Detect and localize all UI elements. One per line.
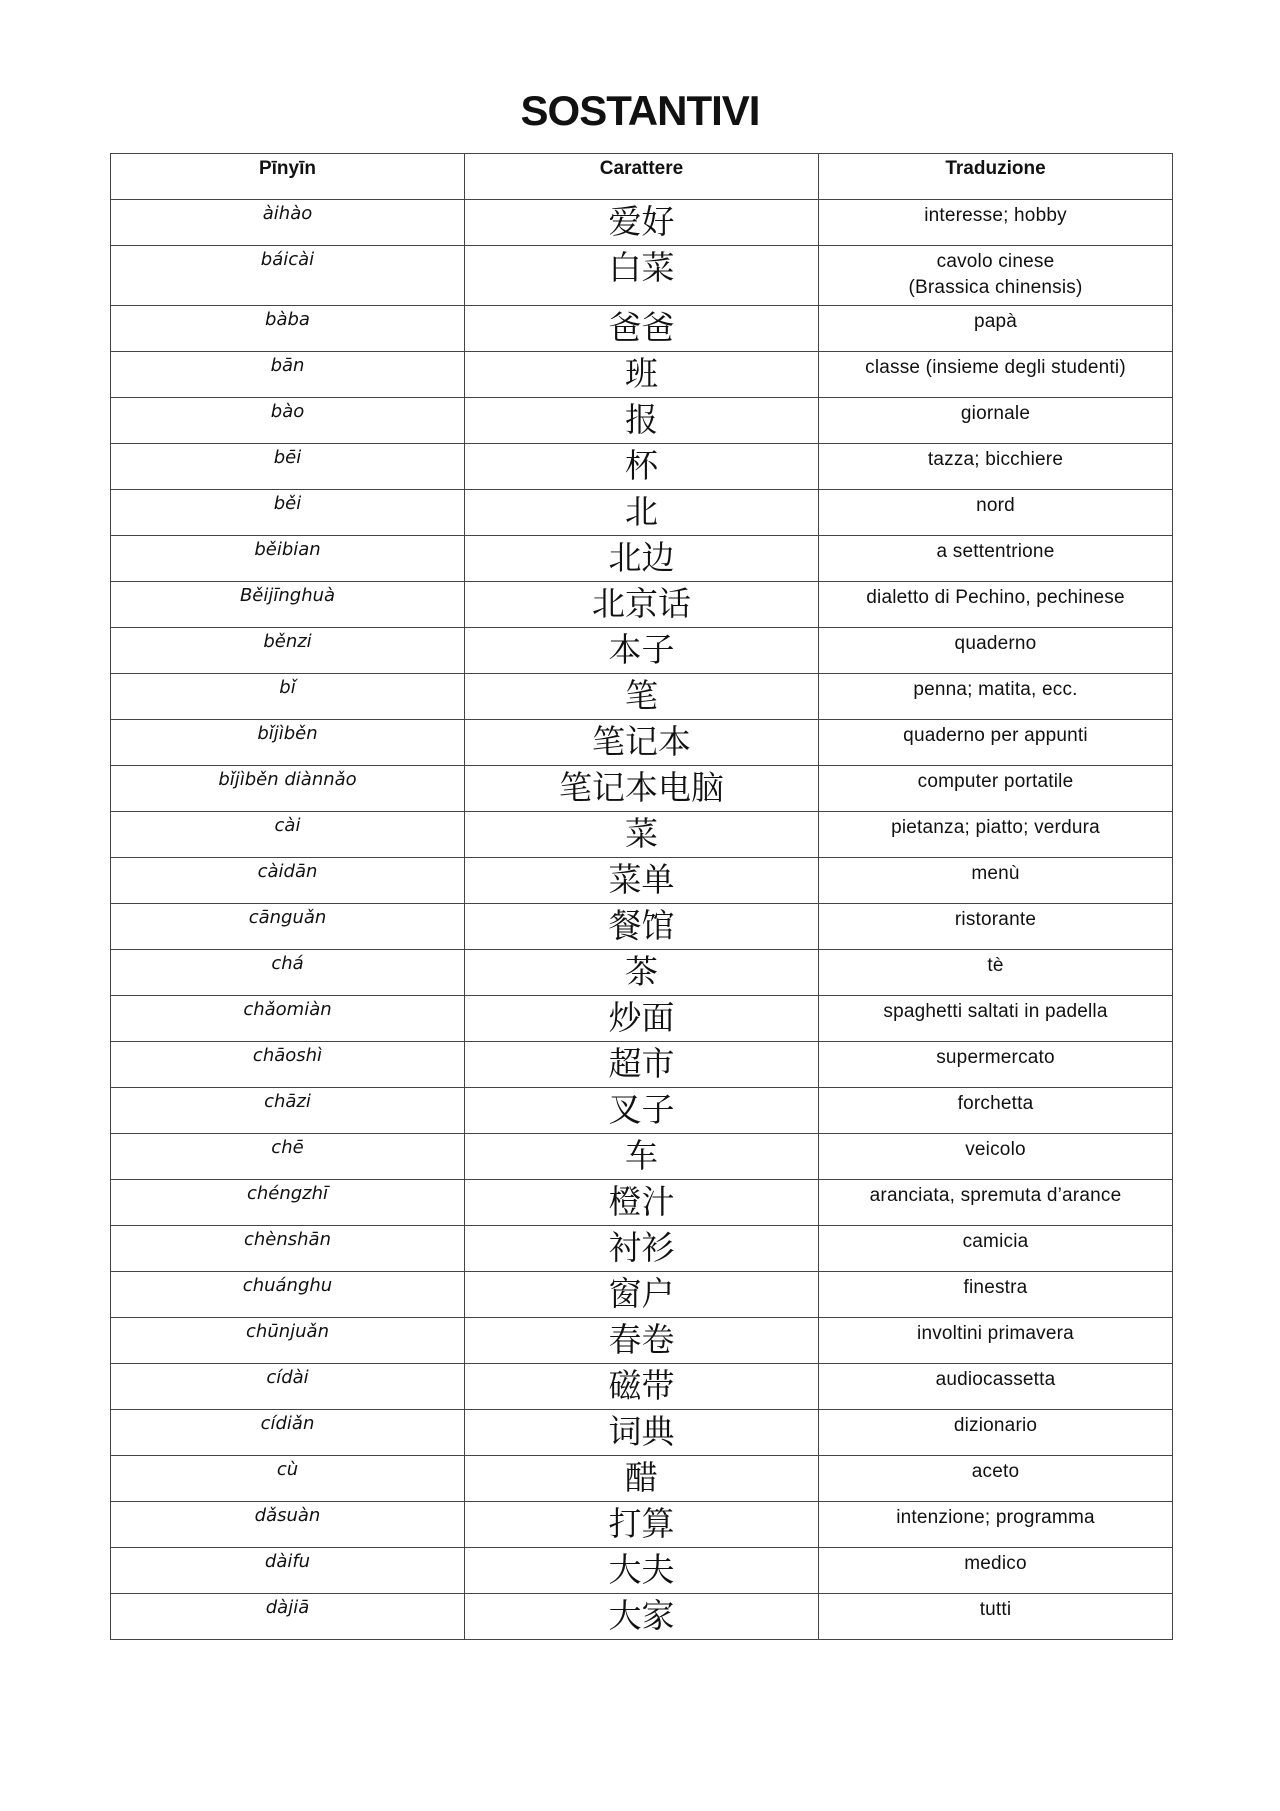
character-cell — [465, 1364, 819, 1410]
character-text: 北 — [625, 492, 658, 531]
pinyin-text: dàjiā — [265, 1597, 310, 1618]
table-row — [111, 352, 1173, 398]
pinyin-cell — [111, 306, 465, 352]
character-text: 班 — [625, 354, 658, 393]
character-cell — [465, 352, 819, 398]
table-row — [111, 858, 1173, 904]
pinyin-cell — [111, 1134, 465, 1180]
table-row — [111, 1180, 1173, 1226]
character-cell — [465, 1456, 819, 1502]
character-cell — [465, 1594, 819, 1640]
character-text: 磁带 — [608, 1366, 675, 1405]
translation-text: supermercato — [936, 1047, 1055, 1068]
translation-cell — [819, 628, 1173, 674]
translation-text: interesse; hobby — [924, 205, 1067, 226]
character-text: 菜单 — [608, 860, 675, 899]
pinyin-cell — [111, 1042, 465, 1088]
translation-text: audiocassetta — [935, 1369, 1056, 1390]
translation-cell — [819, 812, 1173, 858]
character-text: 春卷 — [608, 1320, 675, 1359]
header-row — [111, 154, 1173, 200]
translation-text: intenzione; programma — [896, 1507, 1095, 1528]
character-text: 叉子 — [608, 1090, 675, 1129]
pinyin-text: chē — [271, 1137, 304, 1158]
translation-cell — [819, 1134, 1173, 1180]
character-cell — [465, 950, 819, 996]
character-cell — [465, 674, 819, 720]
pinyin-text: chāzi — [264, 1091, 311, 1112]
table-body — [111, 200, 1173, 1640]
character-text: 本子 — [608, 630, 675, 669]
character-cell — [465, 766, 819, 812]
pinyin-text: chǎomiàn — [243, 999, 332, 1020]
pinyin-text: chuánghu — [242, 1275, 333, 1296]
translation-text: penna; matita, ecc. — [913, 679, 1078, 700]
character-cell — [465, 1042, 819, 1088]
pinyin-text: dǎsuàn — [254, 1505, 321, 1526]
translation-text: nord — [976, 495, 1015, 516]
character-cell — [465, 200, 819, 246]
character-text: 笔记本 — [592, 722, 691, 761]
table-row — [111, 536, 1173, 582]
translation-cell — [819, 200, 1173, 246]
character-text: 橙汁 — [608, 1182, 675, 1221]
translation-text: aceto — [971, 1461, 1020, 1482]
translation-cell — [819, 1180, 1173, 1226]
translation-cell — [819, 996, 1173, 1042]
translation-cell — [819, 246, 1173, 306]
pinyin-cell — [111, 246, 465, 306]
translation-text: spaghetti saltati in padella — [883, 1001, 1108, 1022]
character-cell — [465, 1180, 819, 1226]
table-row — [111, 1226, 1173, 1272]
pinyin-text: bǐ — [279, 677, 296, 698]
pinyin-text: bào — [270, 401, 305, 422]
character-cell — [465, 904, 819, 950]
pinyin-text: cídài — [266, 1367, 309, 1388]
table-row — [111, 674, 1173, 720]
pinyin-text: chá — [271, 953, 304, 974]
pinyin-cell — [111, 1180, 465, 1226]
translation-text: giornale — [960, 403, 1031, 424]
table-row — [111, 398, 1173, 444]
translation-cell — [819, 1456, 1173, 1502]
character-text: 菜 — [625, 814, 658, 853]
character-cell — [465, 1134, 819, 1180]
pinyin-cell — [111, 1410, 465, 1456]
translation-cell — [819, 306, 1173, 352]
table-row — [111, 1134, 1173, 1180]
translation-cell — [819, 1594, 1173, 1640]
pinyin-text: bǐjìběn diànnǎo — [218, 769, 357, 790]
table-row — [111, 246, 1173, 306]
pinyin-cell — [111, 444, 465, 490]
character-text: 炒面 — [608, 998, 675, 1037]
table-row — [111, 1364, 1173, 1410]
pinyin-text: běnzi — [263, 631, 312, 652]
pinyin-cell — [111, 766, 465, 812]
pinyin-text: chūnjuǎn — [246, 1321, 329, 1342]
pinyin-cell — [111, 582, 465, 628]
translation-cell — [819, 1272, 1173, 1318]
character-cell — [465, 246, 819, 306]
translation-text: cavolo cinese — [936, 251, 1055, 272]
character-cell — [465, 306, 819, 352]
character-cell — [465, 1088, 819, 1134]
pinyin-text: cài — [274, 815, 301, 836]
translation-text: aranciata, spremuta d’arance — [869, 1185, 1122, 1206]
character-text: 醋 — [625, 1458, 658, 1497]
translation-cell — [819, 444, 1173, 490]
character-text: 窗户 — [608, 1274, 675, 1313]
character-cell — [465, 1410, 819, 1456]
translation-text: tazza; bicchiere — [927, 449, 1064, 470]
table-row — [111, 1272, 1173, 1318]
translation-cell — [819, 490, 1173, 536]
character-cell — [465, 582, 819, 628]
character-text: 笔 — [625, 676, 658, 715]
pinyin-cell — [111, 904, 465, 950]
character-cell — [465, 858, 819, 904]
character-text: 茶 — [625, 952, 658, 991]
character-cell — [465, 812, 819, 858]
character-cell — [465, 398, 819, 444]
translation-text: papà — [973, 311, 1018, 332]
character-text: 大家 — [608, 1596, 675, 1635]
character-cell — [465, 996, 819, 1042]
translation-text: forchetta — [957, 1093, 1034, 1114]
column-header-pinyin: Pīnyīn — [111, 154, 465, 200]
pinyin-text: báicài — [260, 249, 315, 270]
character-text: 词典 — [608, 1412, 675, 1451]
table-row — [111, 1502, 1173, 1548]
table-row — [111, 628, 1173, 674]
pinyin-cell — [111, 1364, 465, 1410]
character-cell — [465, 444, 819, 490]
translation-cell — [819, 950, 1173, 996]
pinyin-text: cídiǎn — [260, 1413, 315, 1434]
table-row — [111, 1088, 1173, 1134]
character-text: 车 — [625, 1136, 658, 1175]
character-cell — [465, 490, 819, 536]
character-cell — [465, 1226, 819, 1272]
translation-text: medico — [964, 1553, 1027, 1574]
pinyin-text: chènshān — [243, 1229, 331, 1250]
translation-cell — [819, 720, 1173, 766]
translation-text: tè — [987, 955, 1004, 976]
character-text: 笔记本电脑 — [559, 768, 724, 807]
translation-text: tutti — [979, 1599, 1012, 1620]
translation-cell — [819, 1318, 1173, 1364]
translation-cell — [819, 1502, 1173, 1548]
character-text: 衬衫 — [608, 1228, 675, 1267]
table-row — [111, 200, 1173, 246]
character-text: 北京话 — [592, 584, 691, 623]
translation-cell — [819, 1226, 1173, 1272]
translation-cell — [819, 904, 1173, 950]
character-cell — [465, 1272, 819, 1318]
character-text: 超市 — [608, 1044, 675, 1083]
translation-cell — [819, 536, 1173, 582]
translation-cell — [819, 674, 1173, 720]
translation-cell — [819, 1548, 1173, 1594]
pinyin-cell — [111, 628, 465, 674]
translation-text: a settentrione — [936, 541, 1055, 562]
translation-text: dizionario — [953, 1415, 1038, 1436]
translation-text: computer portatile — [917, 771, 1074, 792]
pinyin-cell — [111, 1594, 465, 1640]
pinyin-cell — [111, 1226, 465, 1272]
pinyin-text: bàba — [265, 309, 310, 330]
translation-text-line-2: (Brassica chinensis) — [908, 277, 1083, 298]
character-text: 白菜 — [608, 248, 675, 287]
pinyin-cell — [111, 858, 465, 904]
character-cell — [465, 720, 819, 766]
pinyin-text: chāoshì — [252, 1045, 323, 1066]
translation-text: finestra — [963, 1277, 1028, 1298]
pinyin-text: bān — [270, 355, 305, 376]
character-text: 报 — [625, 400, 658, 439]
character-text: 北边 — [608, 538, 675, 577]
table-row — [111, 582, 1173, 628]
pinyin-text: běi — [273, 493, 302, 514]
pinyin-cell — [111, 1088, 465, 1134]
column-header-character: Carattere — [465, 154, 819, 200]
translation-text: ristorante — [954, 909, 1037, 930]
table-row — [111, 812, 1173, 858]
pinyin-cell — [111, 1272, 465, 1318]
table-row — [111, 444, 1173, 490]
character-text: 爸爸 — [608, 308, 675, 347]
character-cell — [465, 628, 819, 674]
pinyin-cell — [111, 674, 465, 720]
table-row — [111, 720, 1173, 766]
table-row — [111, 766, 1173, 812]
table-row — [111, 490, 1173, 536]
vocabulary-table — [110, 153, 1173, 1640]
page-title: SOSTANTIVI — [520, 87, 760, 134]
pinyin-text: bǐjìběn — [257, 723, 318, 744]
translation-text: veicolo — [965, 1139, 1026, 1160]
translation-text: classe (insieme degli studenti) — [865, 357, 1126, 378]
table-row — [111, 950, 1173, 996]
translation-cell — [819, 1088, 1173, 1134]
translation-text: pietanza; piatto; verdura — [891, 817, 1100, 838]
character-text: 餐馆 — [608, 906, 675, 945]
pinyin-text: bēi — [273, 447, 302, 468]
translation-text: dialetto di Pechino, pechinese — [866, 587, 1125, 608]
character-text: 打算 — [608, 1504, 675, 1543]
table-row — [111, 1456, 1173, 1502]
pinyin-cell — [111, 1502, 465, 1548]
table-row — [111, 306, 1173, 352]
translation-text: quaderno — [954, 633, 1037, 654]
character-cell — [465, 1502, 819, 1548]
pinyin-cell — [111, 352, 465, 398]
character-text: 杯 — [625, 446, 658, 485]
table-row — [111, 1594, 1173, 1640]
translation-cell — [819, 582, 1173, 628]
table-row — [111, 996, 1173, 1042]
translation-cell — [819, 858, 1173, 904]
translation-text: camicia — [962, 1231, 1029, 1252]
pinyin-cell — [111, 996, 465, 1042]
table-row — [111, 1410, 1173, 1456]
pinyin-cell — [111, 1318, 465, 1364]
translation-cell — [819, 398, 1173, 444]
translation-text: involtini primavera — [917, 1323, 1074, 1344]
pinyin-text: chéngzhī — [246, 1183, 329, 1204]
translation-cell — [819, 1364, 1173, 1410]
pinyin-text: càidān — [257, 861, 318, 882]
character-text: 大夫 — [608, 1550, 675, 1589]
table-row — [111, 1318, 1173, 1364]
translation-text: quaderno per appunti — [903, 725, 1088, 746]
pinyin-text: Běijīnghuà — [239, 585, 336, 606]
pinyin-cell — [111, 950, 465, 996]
pinyin-cell — [111, 200, 465, 246]
pinyin-text: běibian — [254, 539, 321, 560]
translation-cell — [819, 1042, 1173, 1088]
pinyin-cell — [111, 812, 465, 858]
pinyin-cell — [111, 1548, 465, 1594]
character-cell — [465, 1548, 819, 1594]
pinyin-cell — [111, 1456, 465, 1502]
pinyin-cell — [111, 398, 465, 444]
pinyin-cell — [111, 536, 465, 582]
pinyin-text: cù — [276, 1459, 299, 1480]
character-cell — [465, 536, 819, 582]
table-row — [111, 904, 1173, 950]
pinyin-cell — [111, 720, 465, 766]
character-cell — [465, 1318, 819, 1364]
pinyin-cell — [111, 490, 465, 536]
character-text: 爱好 — [608, 202, 675, 241]
column-header-translation: Traduzione — [819, 154, 1173, 200]
translation-cell — [819, 766, 1173, 812]
translation-cell — [819, 1410, 1173, 1456]
pinyin-text: cānguǎn — [248, 907, 327, 928]
table-row — [111, 1548, 1173, 1594]
table-row — [111, 1042, 1173, 1088]
pinyin-text: àihào — [262, 203, 313, 224]
pinyin-text: dàifu — [264, 1551, 311, 1572]
translation-text: menù — [971, 863, 1020, 884]
translation-cell — [819, 352, 1173, 398]
